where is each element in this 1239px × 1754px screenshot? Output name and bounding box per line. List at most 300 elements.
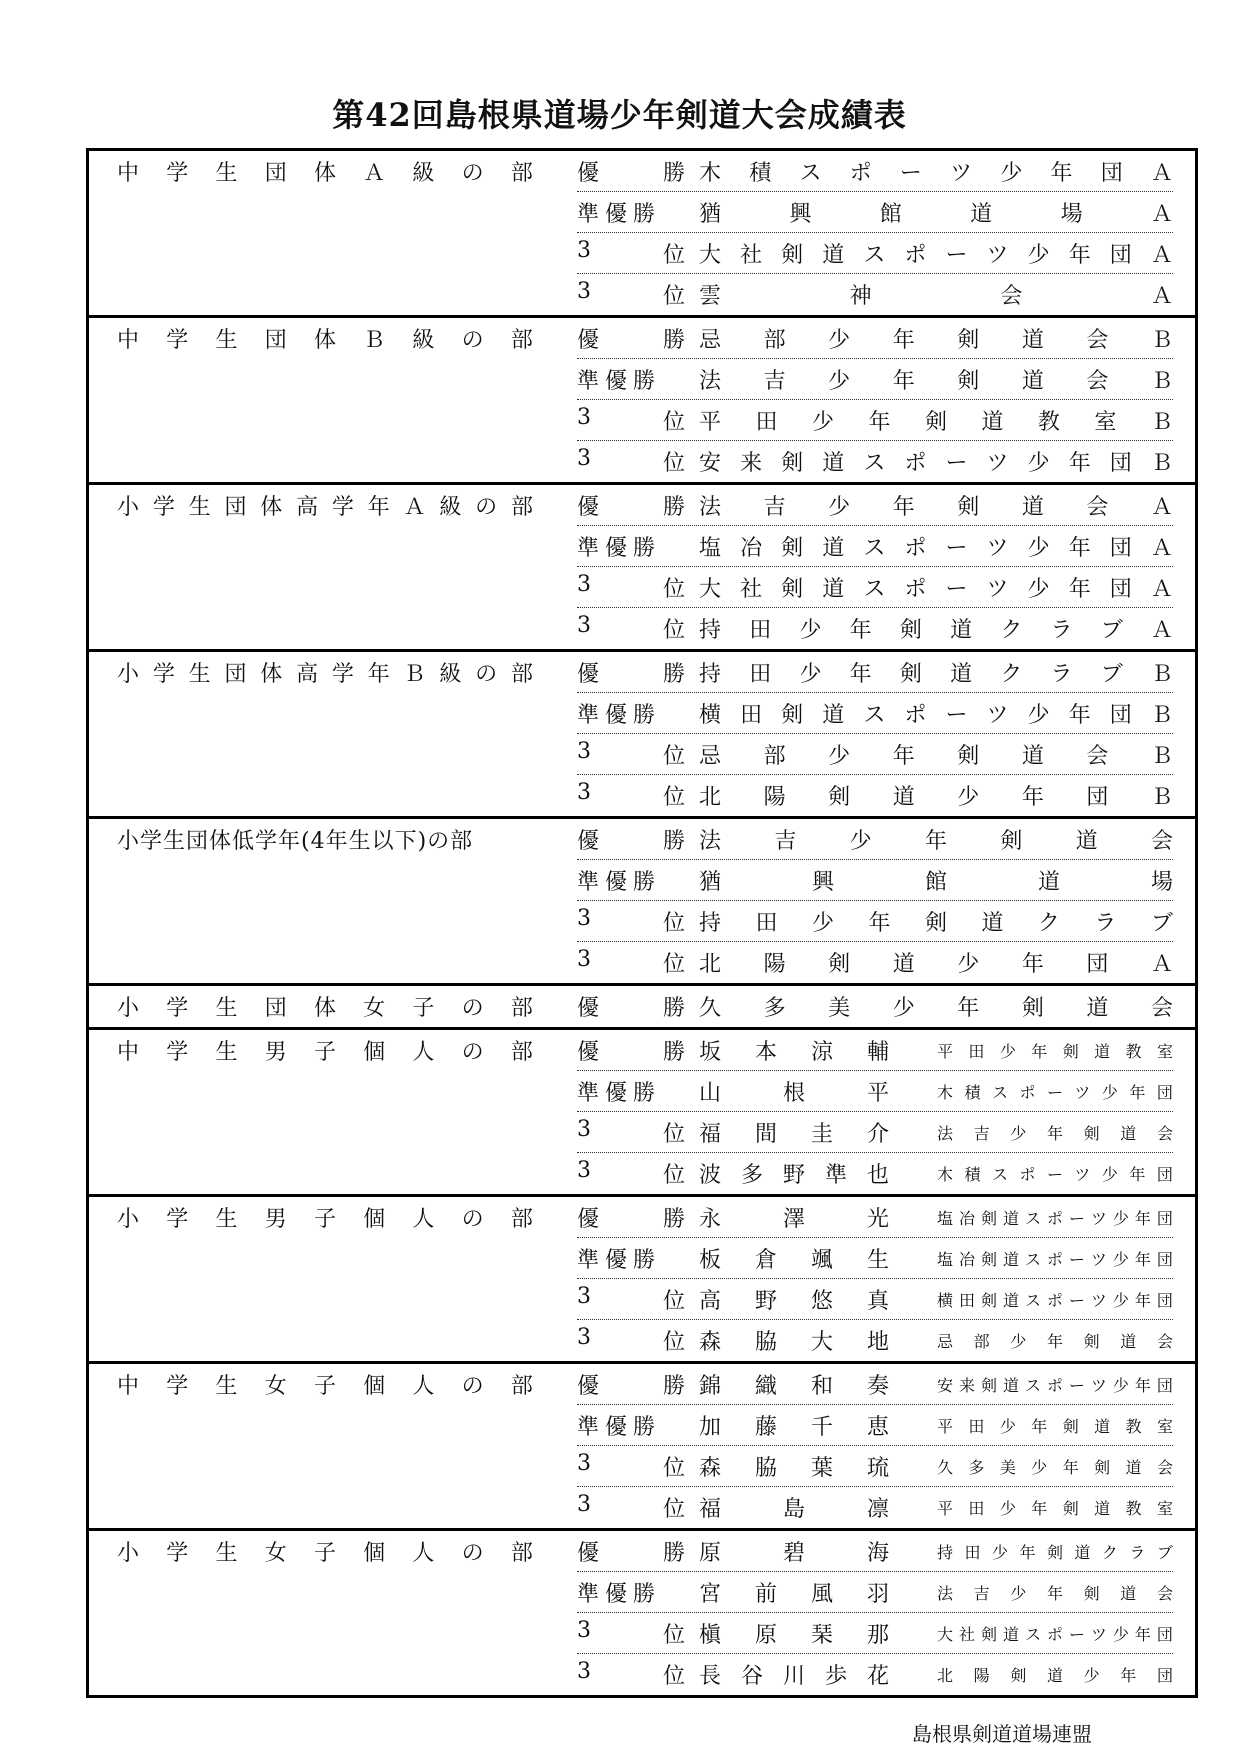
division-name-char: 体: [260, 495, 283, 520]
result-row: [577, 1153, 1173, 1194]
club-name: [889, 1581, 1173, 1604]
team-name-char: 年: [1021, 785, 1044, 810]
team-name-char: 田: [749, 661, 772, 687]
team-name-char: ー: [945, 242, 968, 268]
result-row: [577, 652, 1173, 693]
club-name-char: 積: [964, 1165, 981, 1184]
club-name-char: 剣: [1062, 1041, 1079, 1061]
team-name-char: ク: [1000, 618, 1023, 643]
club-name-char: 剣: [1010, 1666, 1027, 1685]
team-name-char: 道: [1021, 368, 1044, 394]
placement-char: 位: [662, 618, 685, 643]
division-name: [89, 1364, 559, 1528]
placement-char: 位: [662, 576, 685, 602]
competitor-name-char: 葉: [810, 1455, 833, 1481]
club-name-char: ー: [1046, 1165, 1063, 1184]
team-name-char: ー: [945, 535, 968, 561]
club-name-char: ポ: [1046, 1375, 1063, 1395]
club-name-char: ー: [1068, 1624, 1085, 1644]
team-name-char: 猶: [699, 201, 722, 227]
placement: [577, 1035, 699, 1066]
club-name-char: ー: [1068, 1249, 1085, 1269]
team-name-char: 少: [828, 327, 851, 353]
club-name-char: 田: [968, 1499, 985, 1518]
team-name-char: 会: [1000, 284, 1023, 309]
placement: [577, 739, 699, 770]
team-name-char: Ａ: [1150, 618, 1173, 643]
division-section: [89, 482, 1195, 649]
club-name-char: 剣: [980, 1375, 997, 1395]
team-name-char: 道: [892, 952, 915, 977]
team-name-char: 会: [1086, 743, 1109, 769]
competitor-name: [699, 1243, 889, 1274]
club-name-char: 冶: [958, 1249, 975, 1269]
club-name-char: 年: [1031, 1499, 1048, 1518]
club-name-char: 久: [937, 1457, 954, 1477]
competitor-name-char: 羽: [866, 1581, 889, 1607]
club-name-char: 年: [1031, 1416, 1048, 1436]
team-name: [699, 824, 1173, 855]
team-name-char: 横: [699, 702, 722, 728]
club-name-char: 剣: [1083, 1332, 1100, 1351]
result-rows: [559, 1364, 1195, 1528]
team-name-char: 道: [822, 702, 845, 728]
team-name-char: 年: [1050, 160, 1073, 186]
competitor-name-char: 風: [810, 1581, 833, 1607]
team-name-char: 剣: [924, 409, 947, 435]
team-name-char: 道: [1037, 869, 1060, 895]
result-row: [577, 986, 1173, 1027]
result-rows: [559, 819, 1195, 983]
team-name-char: 道: [950, 618, 973, 643]
club-name-char: 剣: [1083, 1583, 1100, 1603]
team-name-char: 館: [879, 201, 902, 227]
division-name-char: 部: [510, 495, 533, 520]
placement: [577, 1158, 699, 1189]
club-name-char: ス: [1024, 1249, 1041, 1269]
division-name-char: 学: [166, 328, 189, 353]
placement-char: 位: [662, 284, 685, 309]
team-name-char: 年: [1068, 702, 1091, 728]
team-name-char: Ｂ: [1150, 743, 1173, 769]
competitor-name-char: 倉: [754, 1247, 777, 1273]
division-name-char: 小: [117, 1207, 140, 1232]
club-name-char: 剣: [1062, 1499, 1079, 1518]
placement: [577, 572, 699, 603]
division-name-char: 子: [412, 996, 435, 1021]
club-name-char: 剣: [1083, 1123, 1100, 1143]
team-name-char: 木: [699, 160, 722, 186]
division-name-char: 生: [215, 161, 238, 186]
club-name-char: 年: [1046, 1123, 1063, 1143]
team-name-char: ポ: [904, 702, 927, 728]
team-name-char: 剣: [781, 242, 804, 268]
competitor-name-char: 琉: [866, 1455, 889, 1481]
competitor-name-char: 原: [754, 1622, 777, 1648]
club-name-char: ー: [1068, 1375, 1085, 1395]
division-name-char: 人: [412, 1040, 435, 1065]
competitor-name-char: 福: [699, 1497, 722, 1522]
team-name-char: 少: [1027, 451, 1050, 476]
competitor-name: [699, 1076, 889, 1107]
club-name-char: ク: [1101, 1542, 1118, 1562]
team-name-char: 美: [828, 996, 851, 1021]
result-row: [577, 693, 1173, 734]
placement: [577, 1618, 699, 1649]
club-name: [889, 1162, 1173, 1185]
division-name-char: 高: [296, 495, 319, 520]
competitor-name-char: 本: [754, 1039, 777, 1065]
division-name-char: 団: [224, 495, 247, 520]
division-name-char: 生: [215, 1207, 238, 1232]
competitor-name-char: 那: [866, 1622, 889, 1648]
club-name-char: 道: [1094, 1499, 1111, 1518]
team-name-char: 吉: [763, 494, 786, 520]
division-name: [89, 485, 559, 649]
result-row: [577, 318, 1173, 359]
team-name-char: 平: [699, 409, 722, 435]
club-name-char: 道: [1002, 1375, 1019, 1395]
team-name: [699, 572, 1173, 603]
team-name-char: 剣: [781, 702, 804, 728]
result-row: [577, 734, 1173, 775]
competitor-name-char: 加: [699, 1414, 722, 1440]
result-row: [577, 485, 1173, 526]
competitor-name-char: 野: [782, 1163, 805, 1188]
placement-char: 3: [577, 571, 591, 597]
club-name-char: 塩: [937, 1249, 954, 1269]
competitor-name-char: 輔: [866, 1039, 889, 1065]
team-name-char: 持: [699, 910, 722, 936]
team-name-char: ポ: [904, 242, 927, 268]
club-name: [889, 1039, 1173, 1062]
team-name-char: 北: [699, 785, 722, 810]
division-name-char: の: [461, 328, 484, 353]
club-name-char: ツ: [1090, 1249, 1107, 1269]
placement-char: 3: [577, 738, 591, 764]
team-name-char: 神: [849, 284, 872, 309]
club-name-char: 美: [999, 1457, 1016, 1477]
placement: [577, 1202, 699, 1233]
club-name-char: ブ: [1156, 1542, 1173, 1562]
division-name-char: Ｂ: [363, 328, 386, 353]
result-row: [577, 441, 1173, 482]
placement-char: 位: [662, 1288, 685, 1314]
club-name-char: 平: [937, 1416, 954, 1436]
placement-char: 3: [577, 780, 591, 805]
team-name-char: 剣: [899, 661, 922, 687]
competitor-name-char: 地: [866, 1330, 889, 1355]
club-name-char: 剣: [980, 1624, 997, 1644]
result-row: [577, 1071, 1173, 1112]
division-name-char: 小: [117, 662, 140, 687]
result-row: [577, 1197, 1173, 1238]
team-name-char: 団: [1086, 785, 1109, 810]
result-rows: [559, 986, 1195, 1027]
team-name-char: 道: [822, 242, 845, 268]
team-name: [699, 906, 1173, 937]
club-name: [889, 1622, 1173, 1645]
club-name-char: 社: [958, 1624, 975, 1644]
team-name-char: 北: [699, 952, 722, 977]
placement-char: 位: [662, 409, 685, 435]
club-name-char: 団: [1156, 1624, 1173, 1644]
team-name-char: 法: [699, 828, 722, 854]
club-name-char: ー: [1068, 1290, 1085, 1310]
competitor-name-char: 也: [866, 1163, 889, 1188]
placement-char: 勝: [662, 828, 685, 854]
club-name: [889, 1414, 1173, 1437]
competitor-name-char: 多: [740, 1163, 763, 1188]
division-name: [89, 151, 559, 315]
placement: [577, 947, 699, 978]
club-name-char: 道: [1046, 1666, 1063, 1685]
page-title: 第42回島根県道場少年剣道大会成績表: [332, 96, 907, 134]
competitor-name-char: 福: [699, 1121, 722, 1147]
result-row: [577, 274, 1173, 315]
placement-char: 位: [662, 1622, 685, 1648]
placement: [577, 238, 699, 269]
competitor-name-char: 根: [782, 1080, 805, 1106]
result-row: [577, 819, 1173, 860]
division-name-char: 子: [313, 1374, 336, 1399]
team-name: [699, 780, 1173, 811]
placement: [577, 824, 699, 855]
club-name-char: 団: [1156, 1375, 1173, 1395]
competitor-name: [699, 1325, 889, 1356]
division-name-char: Ａ: [403, 495, 426, 520]
club-name-char: 木: [937, 1082, 954, 1102]
result-rows: [559, 485, 1195, 649]
team-name-char: 会: [1086, 327, 1109, 353]
team-name-char: ツ: [986, 451, 1009, 476]
division-name-char: 子: [313, 1040, 336, 1065]
competitor-name: [699, 1492, 889, 1523]
competitor-name-char: 坂: [699, 1039, 722, 1065]
team-name-char: ポ: [849, 160, 872, 186]
division-name-char: 学: [166, 161, 189, 186]
club-name-char: 少: [1112, 1624, 1129, 1644]
result-row: [577, 400, 1173, 441]
placement-char: 3: [577, 1325, 591, 1350]
division-name-char: 学: [166, 1541, 189, 1566]
team-name-char: 陽: [763, 785, 786, 810]
team-name-char: 年: [892, 368, 915, 394]
team-name-char: 吉: [774, 828, 797, 854]
team-name-char: 田: [755, 409, 778, 435]
team-name-char: 来: [740, 451, 763, 476]
division-name-char: 部: [510, 1040, 533, 1065]
placement-char: 位: [662, 451, 685, 476]
placement-char: 位: [662, 785, 685, 810]
team-name-char: 持: [699, 661, 722, 687]
placement-char: 勝: [662, 160, 685, 186]
team-name-char: 道: [822, 451, 845, 476]
division-name-char: 級: [439, 662, 462, 687]
competitor-name-char: 涼: [810, 1039, 833, 1065]
result-row: [577, 901, 1173, 942]
division-section: [89, 983, 1195, 1027]
competitor-name-char: 平: [866, 1080, 889, 1106]
team-name-char: 年: [1068, 535, 1091, 561]
club-name-char: 法: [937, 1123, 954, 1143]
team-name-char: 剣: [957, 494, 980, 520]
club-name-char: 年: [1031, 1041, 1048, 1061]
placement: [577, 780, 699, 811]
placement: 準優勝: [577, 201, 662, 227]
team-name-char: ラ: [1050, 661, 1073, 687]
division-name-char: 生: [188, 495, 211, 520]
placement: [577, 1451, 699, 1482]
club-name-char: 塩: [937, 1208, 954, 1228]
division-section: [89, 1528, 1195, 1695]
team-name-char: 冶: [740, 535, 763, 561]
competitor-name: [699, 1451, 889, 1482]
competitor-name-char: 凛: [866, 1497, 889, 1522]
placement-char: 位: [662, 1163, 685, 1188]
club-name-char: 少: [1101, 1082, 1118, 1102]
team-name-char: 年: [1068, 242, 1091, 268]
division-name-char: 生: [215, 1541, 238, 1566]
team-name-char: 年: [849, 661, 872, 687]
team-name-char: 少: [828, 494, 851, 520]
team-name-char: ク: [1037, 910, 1060, 936]
team-name-char: 道: [1075, 828, 1098, 854]
team-name-char: ツ: [986, 242, 1009, 268]
competitor-name-char: 原: [699, 1540, 722, 1566]
division-name-char: 生: [215, 1040, 238, 1065]
division-name-char: 体: [313, 996, 336, 1021]
division-name-char: 人: [412, 1374, 435, 1399]
placement-char: 勝: [662, 1373, 685, 1399]
placement-char: 位: [662, 1455, 685, 1481]
team-name-char: 団: [1109, 576, 1132, 602]
competitor-name-char: 山: [699, 1080, 722, 1106]
competitor-name-char: 板: [699, 1247, 722, 1273]
competitor-name-char: 大: [810, 1330, 833, 1355]
team-name: [699, 613, 1173, 644]
placement-char: 優: [577, 661, 600, 687]
club-name-char: 団: [1156, 1290, 1173, 1310]
club-name-char: 忌: [937, 1332, 954, 1351]
competitor-name-char: 織: [754, 1373, 777, 1399]
competitor-name-char: 島: [782, 1497, 805, 1522]
division-name-char: 男: [264, 1207, 287, 1232]
placement: [577, 1284, 699, 1315]
club-name-char: ツ: [1090, 1290, 1107, 1310]
division-section: [89, 315, 1195, 482]
team-name-char: 法: [699, 368, 722, 394]
club-name-char: ス: [991, 1082, 1008, 1102]
team-name: [699, 405, 1173, 436]
division-name: [89, 318, 559, 482]
team-name-char: 陽: [763, 952, 786, 977]
club-name-char: 道: [1120, 1583, 1137, 1603]
result-row: [577, 1654, 1173, 1695]
team-name-char: 田: [740, 702, 763, 728]
division-name-char: 小: [117, 495, 140, 520]
club-name-char: 道: [1094, 1041, 1111, 1061]
competitor-name-char: 森: [699, 1455, 722, 1481]
placement: 準優勝: [577, 1247, 662, 1273]
team-name-char: 会: [1086, 494, 1109, 520]
team-name-char: Ｂ: [1150, 409, 1173, 435]
club-name-char: ス: [1024, 1208, 1041, 1228]
team-name-char: 団: [1109, 702, 1132, 728]
team-name-char: ス: [863, 576, 886, 602]
team-name: [699, 156, 1173, 187]
team-name: [699, 279, 1173, 310]
placement-char: 位: [662, 1330, 685, 1355]
result-row: [577, 1613, 1173, 1654]
club-name-char: 少: [999, 1416, 1016, 1436]
club-name-char: 来: [958, 1375, 975, 1395]
division-name-char: 団: [264, 328, 287, 353]
competitor-name-char: 森: [699, 1330, 722, 1355]
club-name-char: 会: [1156, 1123, 1173, 1143]
competitor-name-char: 圭: [810, 1121, 833, 1147]
team-name-char: ー: [899, 160, 922, 186]
club-name-char: 少: [1010, 1123, 1027, 1143]
team-name-char: 年: [868, 910, 891, 936]
team-name-char: 場: [1060, 201, 1083, 227]
club-name-char: 室: [1156, 1416, 1173, 1436]
placement-char: 優: [577, 996, 600, 1021]
competitor-name-char: 波: [699, 1163, 722, 1188]
division-section: [89, 816, 1195, 983]
competitor-name-char: 恵: [866, 1414, 889, 1440]
team-name: [699, 364, 1173, 395]
team-name-char: 剣: [781, 576, 804, 602]
team-name-char: 道: [1021, 743, 1044, 769]
placement-char: 優: [577, 1373, 600, 1399]
club-name-char: 木: [937, 1165, 954, 1184]
division-name-char: 級: [439, 495, 462, 520]
division-name-char: 男: [264, 1040, 287, 1065]
team-name: [699, 991, 1173, 1022]
placement-char: 勝: [662, 327, 685, 353]
division-name: 小学生団体低学年(4年生以下)の部: [117, 829, 474, 854]
division-name: [89, 652, 559, 816]
team-name-char: 道: [892, 785, 915, 810]
club-name-char: 道: [1002, 1290, 1019, 1310]
club-name: [889, 1206, 1173, 1229]
division-name-char: 級: [412, 161, 435, 186]
division-name-char: 体: [313, 328, 336, 353]
team-name: [699, 238, 1173, 269]
team-name-char: 年: [892, 494, 915, 520]
placement-char: 優: [577, 160, 600, 186]
team-name-char: 会: [1150, 828, 1173, 854]
division-name-char: 子: [313, 1207, 336, 1232]
placement: [577, 613, 699, 644]
club-name-char: 剣: [1062, 1416, 1079, 1436]
club-name: [889, 1663, 1173, 1686]
team-name-char: ブ: [1100, 618, 1123, 643]
team-name-char: 少: [799, 661, 822, 687]
team-name-char: Ａ: [1150, 576, 1173, 602]
club-name-char: 少: [1112, 1375, 1129, 1395]
club-name: [889, 1496, 1173, 1519]
division-name-char: 中: [117, 1374, 140, 1399]
placement-char: 勝: [662, 996, 685, 1021]
team-name-char: Ｂ: [1150, 451, 1173, 476]
club-name-char: ー: [1046, 1082, 1063, 1102]
team-name-char: 興: [811, 869, 834, 895]
organizer-name: 島根県剣道道場連盟: [912, 1722, 1092, 1746]
team-name-char: 団: [1100, 160, 1123, 186]
placement-char: 位: [662, 952, 685, 977]
